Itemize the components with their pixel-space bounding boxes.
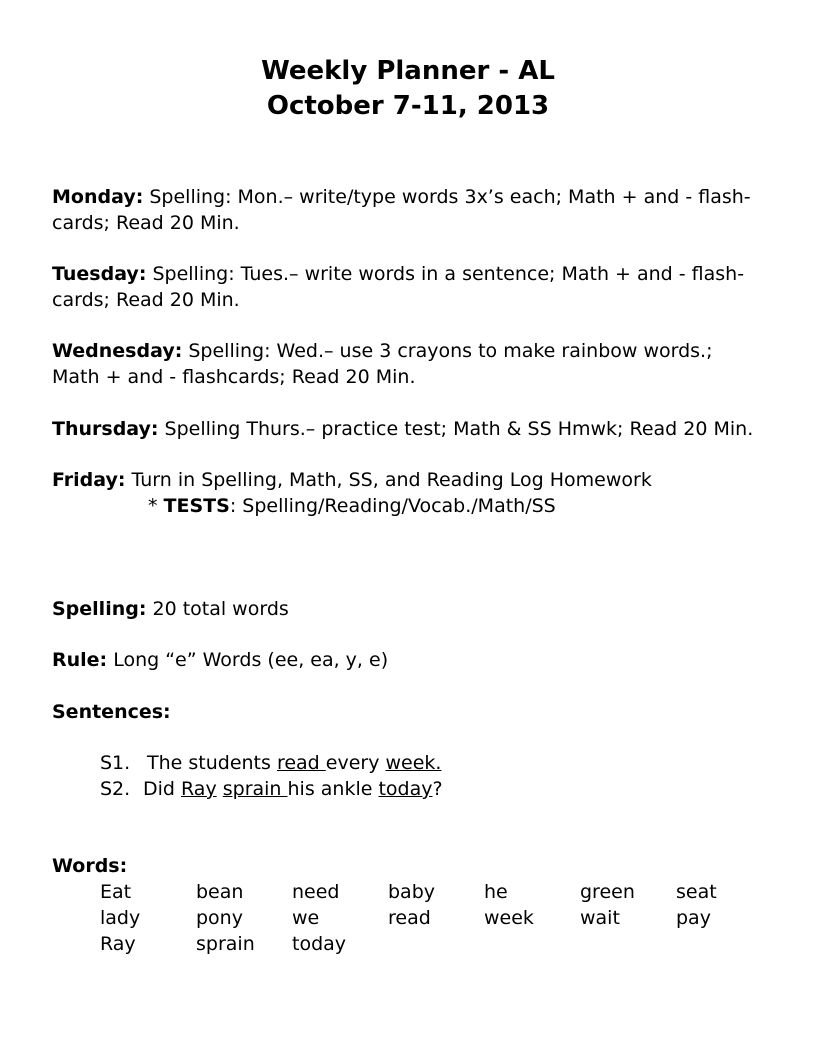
wednesday-text: Spelling: Wed.– use 3 crayons to make rainbow words.;	[182, 340, 713, 362]
wednesday-label: Wednesday:	[52, 340, 183, 362]
spelling-word: lady	[100, 907, 141, 929]
spelling-word: read	[388, 907, 431, 929]
tuesday-line2: cards; Read 20 Min.	[52, 289, 240, 311]
sentence-1	[100, 750, 441, 776]
spelling-word: wait	[580, 907, 620, 929]
sentences-heading: Sentences:	[52, 701, 171, 723]
spelling-word: today	[292, 933, 347, 955]
thursday-text: Spelling Thurs.– practice test; Math & SS Hmwk; Read 20 Min.	[158, 418, 754, 440]
friday-tests-line	[148, 493, 556, 519]
spelling-label: Spelling:	[52, 598, 147, 620]
tests-prefix: *	[148, 495, 164, 517]
page-title-line2: October 7-11, 2013	[266, 91, 550, 121]
rule-label: Rule:	[52, 649, 108, 671]
sentence-2	[100, 776, 443, 802]
words-heading: Words:	[52, 855, 128, 877]
spelling-word: sprain	[196, 933, 255, 955]
s1-text-a: The students	[147, 752, 277, 774]
tests-label: TESTS	[163, 495, 230, 517]
friday-text: Turn in Spelling, Math, SS, and Reading Log Homework	[125, 469, 652, 491]
s2-text-e: his ankle	[287, 778, 379, 800]
page-title-line1: Weekly Planner - AL	[261, 56, 555, 86]
friday-line	[52, 467, 652, 493]
tuesday-line1	[52, 261, 744, 287]
monday-line1	[52, 184, 751, 210]
spelling-word: we	[292, 907, 320, 929]
s2-word-today: today	[378, 778, 433, 800]
s2-word-sprain: sprain	[222, 778, 288, 800]
thursday-label: Thursday:	[52, 418, 159, 440]
spelling-word: need	[292, 881, 340, 903]
monday-label: Monday:	[52, 186, 144, 208]
wednesday-line1	[52, 338, 713, 364]
spelling-word: pony	[196, 907, 243, 929]
spelling-word: baby	[388, 881, 436, 903]
tuesday-label: Tuesday:	[52, 263, 147, 285]
s2-text-a: Did	[143, 778, 182, 800]
spelling-word: Eat	[100, 881, 132, 903]
spelling-word: Ray	[100, 933, 136, 955]
s1-word-read: read	[276, 752, 326, 774]
spelling-word: bean	[196, 881, 244, 903]
s2-text-g: ?	[432, 778, 443, 800]
spelling-word: week	[484, 907, 534, 929]
s2-word-ray: Ray	[181, 778, 217, 800]
spelling-word: he	[484, 881, 508, 903]
wednesday-line2: Math + and - flashcards; Read 20 Min.	[52, 366, 416, 388]
spelling-text: 20 total words	[146, 598, 289, 620]
thursday-line	[52, 416, 753, 442]
spelling-word: seat	[676, 881, 717, 903]
s1-text-c: every	[325, 752, 386, 774]
monday-text: Spelling: Mon.– write/type words 3x’s each; Math + and - flash-	[143, 186, 751, 208]
spelling-line	[52, 596, 289, 622]
sentence-1-number: S1.	[100, 752, 131, 774]
s1-word-week: week.	[385, 752, 442, 774]
rule-text: Long “e” Words (ee, ea, y, e)	[107, 649, 389, 671]
spelling-word: pay	[676, 907, 711, 929]
sentence-2-number: S2.	[100, 778, 131, 800]
tuesday-text: Spelling: Tues.– write words in a sentence; Math + and - flash-	[146, 263, 745, 285]
rule-line	[52, 647, 388, 673]
tests-text: : Spelling/Reading/Vocab./Math/SS	[229, 495, 556, 517]
friday-label: Friday:	[52, 469, 126, 491]
monday-line2: cards; Read 20 Min.	[52, 212, 240, 234]
spelling-word: green	[580, 881, 635, 903]
